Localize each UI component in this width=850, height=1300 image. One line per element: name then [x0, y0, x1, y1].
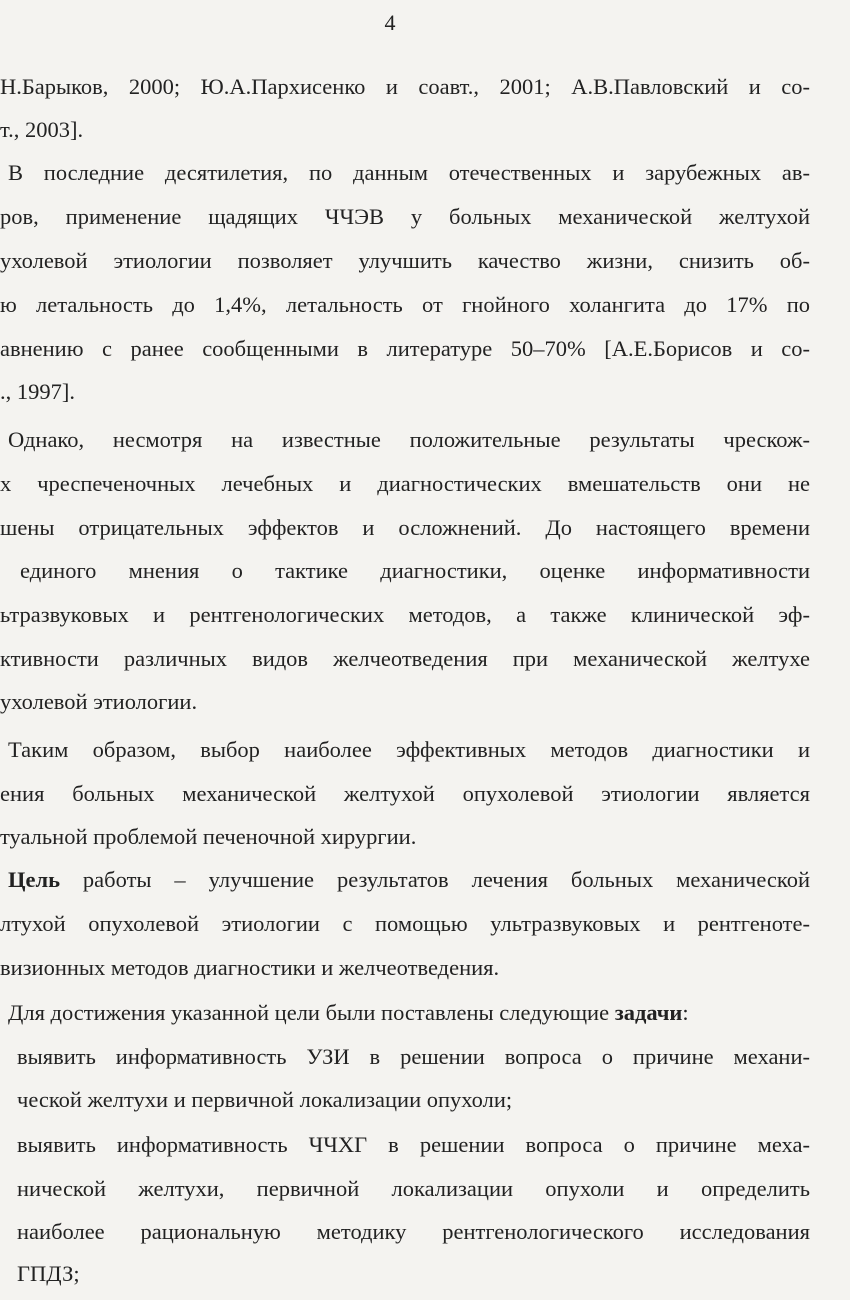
- text-line: ухолевой этиологии позволяет улучшить качество жизни, снизить об-: [0, 248, 810, 273]
- text-line: Н.Барыков, 2000; Ю.А.Пархисенко и соавт., 2001; А.В.Павловский и со-: [0, 74, 810, 99]
- text-line: визионных методов диагностики и желчеотведения.: [0, 955, 500, 980]
- tasks-colon: :: [682, 1000, 689, 1025]
- tasks-intro-text: Для достижения указанной цели были поставлены следующие: [8, 1000, 615, 1025]
- text-line: ю летальность до 1,4%, летальность от гнойного холангита до 17% по: [0, 292, 810, 317]
- text-line: ухолевой этиологии.: [0, 689, 198, 714]
- paragraph-line: Однако, несмотря на известные положительные результаты чрескож-: [8, 427, 810, 452]
- text-line: ров, применение щадящих ЧЧЭВ у больных механической желтухой: [0, 204, 810, 229]
- tasks-intro-line: [8, 998, 810, 1028]
- goal-text: работы – улучшение результатов лечения больных механической: [60, 867, 810, 892]
- text-line: авнению с ранее сообщенными в литературе 50–70% [А.Е.Борисов и со-: [0, 336, 810, 361]
- task-item-line: выявить информативность УЗИ в решении вопроса о причине механи-: [17, 1044, 810, 1069]
- text-line: х чреспеченочных лечебных и диагностических вмешательств они не: [0, 471, 810, 496]
- text-line: ения больных механической желтухой опухолевой этиологии является: [0, 781, 810, 806]
- tasks-label: задачи: [614, 1000, 683, 1025]
- task-item-line: выявить информативность ЧЧХГ в решении вопроса о причине меха-: [17, 1132, 810, 1157]
- task-item-line: ГПДЗ;: [17, 1261, 80, 1286]
- text-line: ., 1997].: [0, 379, 75, 404]
- paragraph-line: В последние десятилетия, по данным отечественных и зарубежных ав-: [8, 160, 810, 185]
- paragraph-line: Таким образом, выбор наиболее эффективных методов диагностики и: [8, 737, 810, 762]
- text-line: туальной проблемой печеночной хирургии.: [0, 824, 417, 849]
- page-number: 4: [384, 10, 396, 35]
- goal-line: [8, 865, 810, 895]
- text-line: т., 2003].: [0, 117, 84, 142]
- text-line: лтухой опухолевой этиологии с помощью ультразвуковых и рентгеноте-: [0, 911, 810, 936]
- text-line: шены отрицательных эффектов и осложнений. До настоящего времени: [0, 515, 810, 540]
- goal-label: Цель: [8, 867, 61, 892]
- text-line: ьтразвуковых и рентгенологических методов, а также клинической эф-: [0, 602, 810, 627]
- task-item-line: нической желтухи, первичной локализации опухоли и определить: [17, 1176, 810, 1201]
- task-item-line: наиболее рациональную методику рентгенологического исследования: [17, 1219, 810, 1244]
- task-item-line: ческой желтухи и первичной локализации опухоли;: [17, 1087, 513, 1112]
- text-line: ктивности различных видов желчеотведения при механической желтухе: [0, 646, 810, 671]
- text-line: единого мнения о тактике диагностики, оценке информативности: [20, 558, 810, 583]
